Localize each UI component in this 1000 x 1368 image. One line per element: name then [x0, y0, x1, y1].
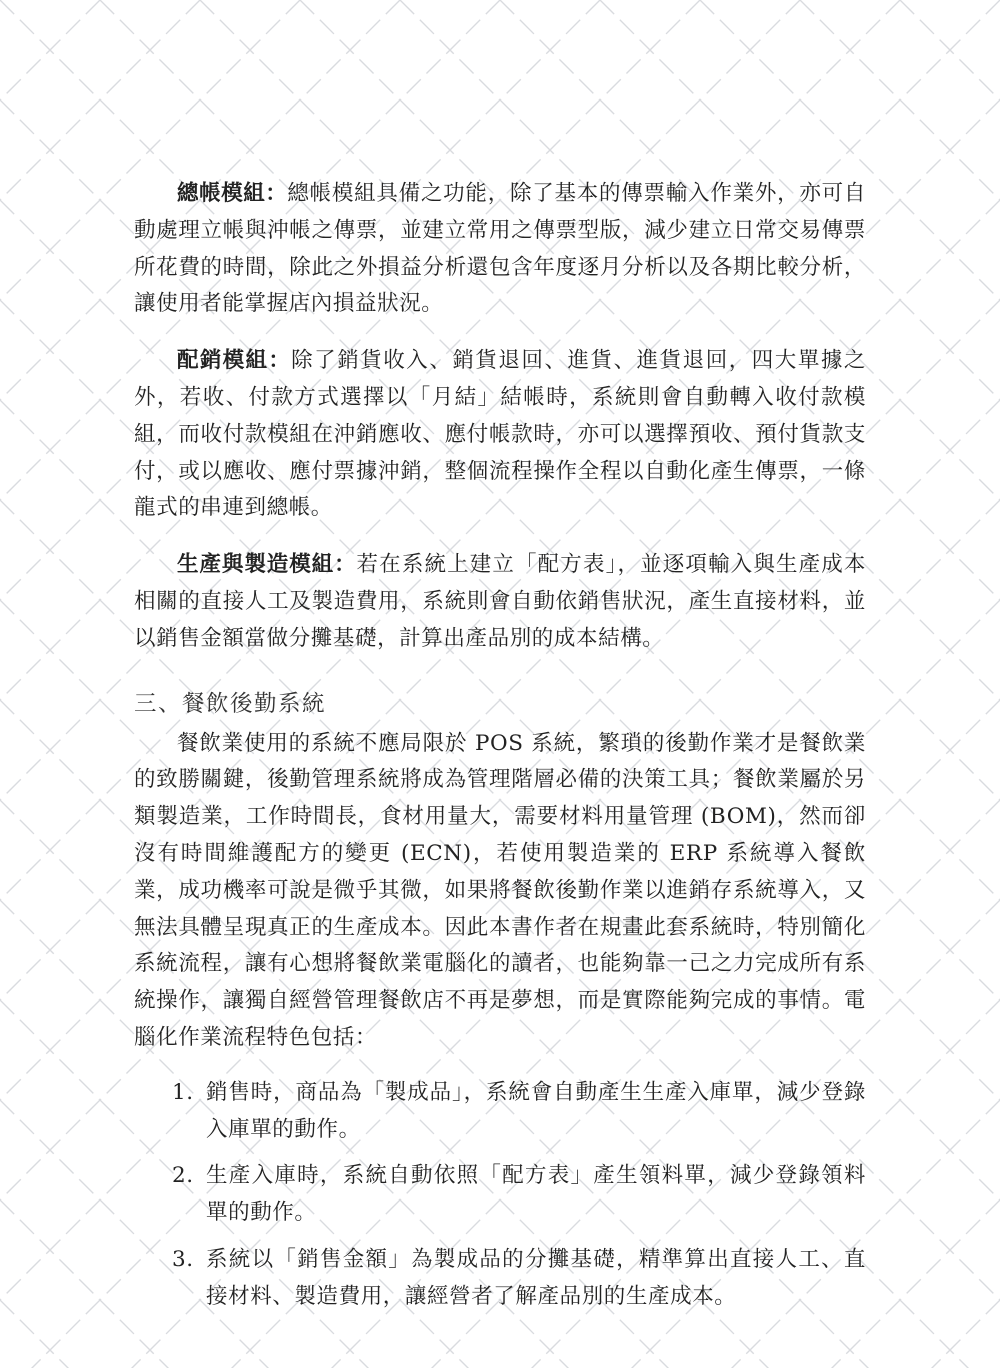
paragraph-lead: 總帳模組：	[177, 181, 288, 206]
list-item	[134, 1242, 866, 1316]
paragraph-lead: 生產與製造模組：	[177, 552, 357, 578]
paragraph-production	[134, 547, 866, 657]
list-item	[134, 1075, 866, 1149]
document-page	[134, 176, 866, 1326]
paragraph-general-ledger	[134, 176, 866, 323]
list-number: 2.	[172, 1163, 194, 1189]
paragraph-distribution	[134, 343, 866, 527]
list-number: 3.	[172, 1246, 194, 1272]
paragraph-lead: 配銷模組：	[177, 348, 292, 374]
paragraph-text: 若在系統上建立「配方表」，並逐項輸入與生產成本相關的直接人工及製造費用，系統則會自動依銷售狀況，產生直接材料，並以銷售金額當做分攤基礎，計算出產品別的成本結構。	[134, 552, 866, 651]
feature-list	[134, 1075, 866, 1316]
list-item	[134, 1158, 866, 1232]
list-number: 1.	[172, 1079, 194, 1105]
section-body: 餐飲業使用的系統不應局限於 POS 系統，繁瑣的後勤作業才是餐飲業的致勝關鍵，後勤管理系統將成為管理階層必備的決策工具；餐飲業屬於另類製造業，工作時間長，食材用量大，需要材料用量管理 (BOM)，然而卻沒有時間維護配方的變更 (ECN)，若使用製造業的 ERP 系統導入餐飲業，成功機率可說是微乎其微，如果將餐飲後勤作業以進銷存系統導入，又無法具體呈現真正的生產成本。因此本書作者在規畫此套系統時，特別簡化系統流程，讓有心想將餐飲業電腦化的讀者，也能夠靠一己之力完成所有系統操作，讓獨自經營管理餐飲店不再是夢想，而是實際能夠完成的事情。電腦化作業流程特色包括：	[134, 730, 866, 1050]
paragraph-text: 總帳模組具備之功能，除了基本的傳票輸入作業外，亦可自動處理立帳與沖帳之傳票，並建立常用之傳票型版，減少建立日常交易傳票所花費的時間，除此之外損益分析還包含年度逐月分析以及各期比較分析，讓使用者能掌握店內損益狀況。	[134, 181, 866, 317]
list-text: 系統以「銷售金額」為製成品的分攤基礎，精準算出直接人工、直接材料、製造費用，讓經營者了解產品別的生產成本。	[206, 1246, 866, 1309]
list-text: 銷售時，商品為「製成品」，系統會自動產生生產入庫單，減少登錄入庫單的動作。	[206, 1079, 866, 1142]
list-text: 生產入庫時，系統自動依照「配方表」產生領料單，減少登錄領料單的動作。	[206, 1163, 866, 1226]
paragraph-text: 除了銷貨收入、銷貨退回、進貨、進貨退回，四大單據之外，若收、付款方式選擇以「月結」結帳時，系統則會自動轉入收付款模組，而收付款模組在沖銷應收、應付帳款時，亦可以選擇預收、預付貨款支付，或以應收、應付票據沖銷，整個流程操作全程以自動化產生傳票，一條龍式的串連到總帳。	[134, 348, 866, 521]
section-heading: 三、餐飲後勤系統	[134, 690, 327, 717]
